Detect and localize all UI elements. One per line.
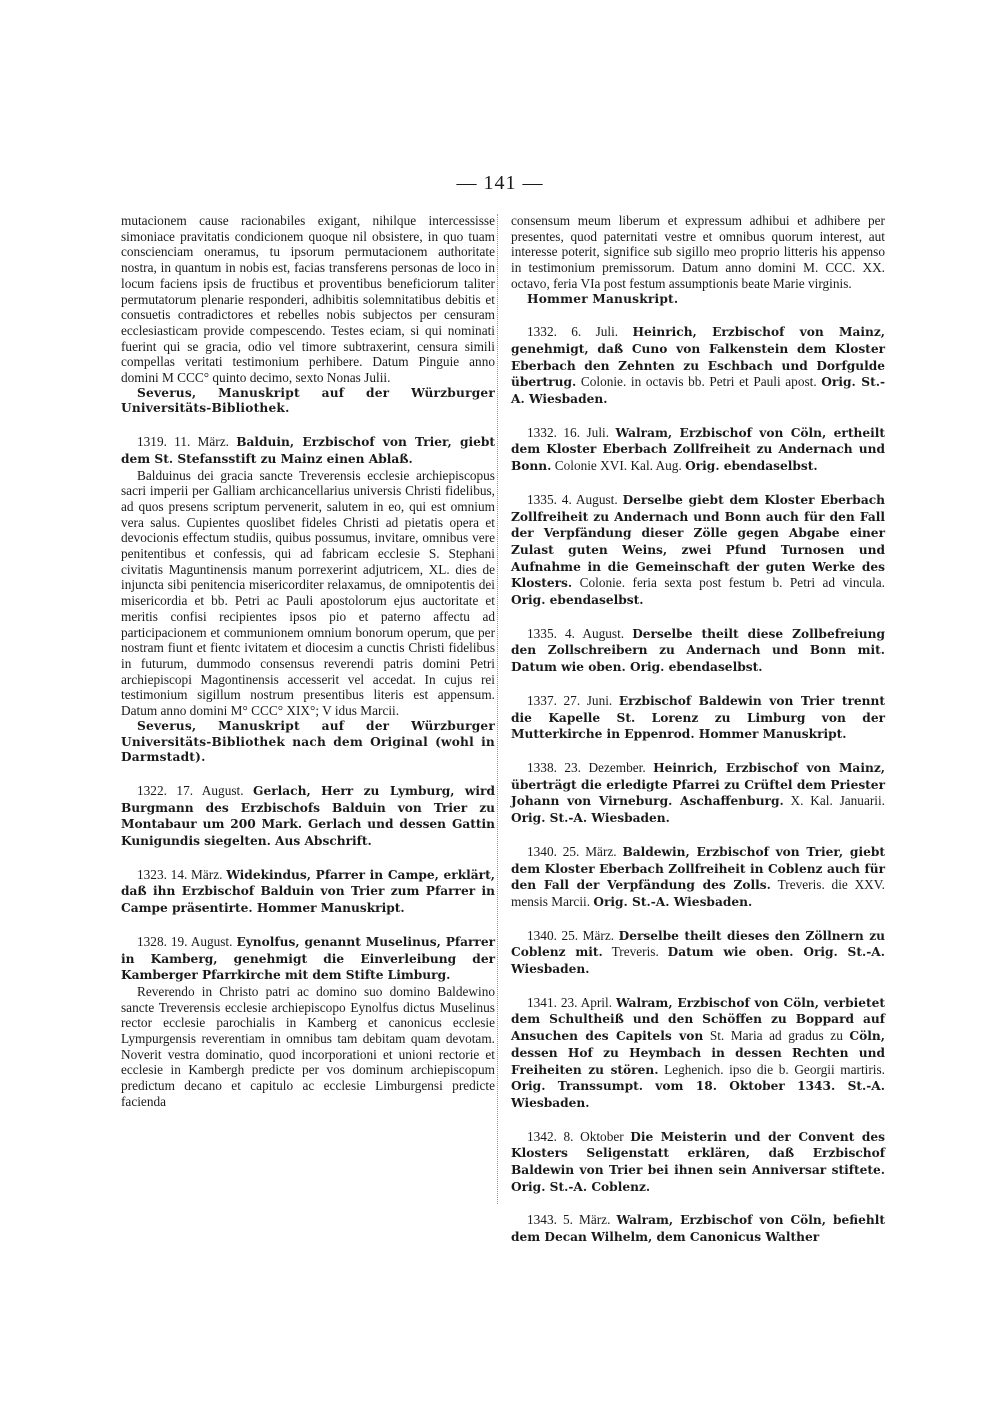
source-note: Hommer Manuskript. [527, 291, 679, 306]
entry-heading [511, 693, 885, 743]
entry-date: 1332. 6. Juli. [527, 324, 619, 340]
entry-1332-july-6 [511, 324, 885, 408]
entry-heading [511, 425, 885, 475]
entry-1342 [511, 1129, 885, 1196]
entry-summary: Gerlach, Herr zu Lymburg, wird Burgmann des Erzbischofs Balduin von Trier zu Montabaur um 200 Mark. Gerlach und dessen Gattin Kunigundis siegelten. Aus Abschrift. [121, 783, 495, 849]
charter-text: Reverendo in Christo patri ac domino suo domino Baldewino sancte Treverensis ecclesie archiepiscopo Eynolfus dictus Muselinus rector ecclesie parochialis in Kamberg et canonicus ecclesie Lympurgensis reverentiam in omnibus tam debitam quam devotam. Noverit vestra dominatio, quod incorporationi et unioni rectorie et ecclesie in Kambergh predicte per vos dominum archiepiscopum predictum decano et capitulo ac ecclesie Limburgensi predicte facienda [121, 983, 495, 1109]
entry-source: Orig. ebendaselbst. [511, 593, 644, 608]
entry-place-date: Colonie. feria sexta post festum b. Petri ad vincula. [579, 575, 885, 591]
charter-text-continued: mutacionem cause racionabiles exigant, nihilque intercessisse simoniace pravitatis condicionem quoque nil obsistere, in quo tuam conscienciam oneramus, tu ipsorum permutacionem authoritate nostra, in quantum in nobis est, facias transferens personas de loco in locum faciens ipsis de fructibus et proventibus beneficiorum taliter permutatorum plenarie responderi, adhibitis solemnitatibus debitis et consuetis contradictores et rebelles nobis subjectos per censuram ecclesiasticam provide compescendo. Testes eciam, si qui nominati fuerint qui se gracia, odio vel timore subtraxerint, censura simili compellas veritati testimonium perhibere. Datum Pinguie anno domini M CCC° quinto decimo, sexto Nonas Julii. [121, 213, 495, 386]
entry-summary: Walram, Erzbischof von Cöln, ertheilt dem Kloster Eberbach Zollfreiheit zu Andernach und Bonn. [511, 425, 885, 474]
entry-summary-continued: Cöln, dessen Hof zu Heymbach in dessen Rechten und Freiheiten zu stören. [511, 1029, 885, 1077]
entry-heading [121, 867, 495, 917]
entry-date: 1335. 4. August. [527, 625, 625, 641]
entry-place-date: Colonie. in octavis bb. Petri et Pauli apost. [580, 374, 817, 390]
entry-summary: Baldewin, Erzbischof von Trier, giebt dem Kloster Eberbach Zollfreiheit in Coblenz auch für den Fall der Verpfändung des Zolls. [511, 844, 885, 893]
entry-1340-b [511, 928, 885, 978]
entry-1343 [511, 1212, 885, 1245]
entry-summary: Walram, Erzbischof von Cöln, befiehlt dem Decan Wilhelm, dem Canonicus Walther [511, 1213, 886, 1245]
entry-source: Orig. ebendaselbst. [685, 459, 818, 474]
entry-date: 1319. 11. März. [137, 434, 229, 450]
entry-summary: Derselbe theilt dieses den Zöllnern zu Coblenz mit. [511, 928, 885, 960]
entry-source: Orig. Transsumpt. vom 18. Oktober 1343. St.-A. Wiesbaden. [511, 1079, 885, 1110]
entry-1341 [511, 995, 885, 1112]
entry-1328 [121, 934, 495, 1110]
entry-heading [511, 626, 885, 676]
entry-1322 [121, 783, 495, 850]
entry-1337 [511, 693, 885, 743]
entry-summary: Erzbischof Baldewin von Trier trennt die Kapelle St. Lorenz zu Limburg von der Mutterkirche in Eppenrod. Hommer Manuskript. [511, 693, 885, 742]
entry-place-date: Colonie XVI. Kal. Aug. [554, 458, 682, 474]
entry-1340-a [511, 844, 885, 911]
entry-summary: Eynolfus, genannt Muselinus, Pfarrer in Kamberg, genehmigt die Einverleibung der Kamberger Pfarrkirche mit dem Stifte Limburg. [121, 934, 496, 983]
entry-date: 1322. 17. August. [137, 782, 244, 798]
page-number: — 141 — [456, 172, 544, 194]
left-column [121, 213, 495, 1110]
column-divider [497, 214, 498, 1204]
entry-heading [511, 492, 885, 609]
entry-summary: Heinrich, Erzbischof von Mainz, genehmigt, daß Cuno von Falkenstein dem Kloster Eberbach den Zehnten zu Eschbach und Dorfgulde übertrug. [511, 325, 885, 390]
entry-summary: Balduin, Erzbischof von Trier, giebt dem St. Stefansstift zu Mainz einen Ablaß. [121, 435, 496, 466]
entry-heading [511, 1212, 885, 1245]
entry-date: 1323. 14. März. [137, 866, 223, 882]
entry-source: Orig. St.-A. Wiesbaden. [593, 894, 753, 909]
source-note: Severus, Manuskript auf der Würzburger Universitäts-Bibliothek. [121, 385, 495, 416]
entry-1323 [121, 867, 495, 917]
entry-date: 1341. 23. April. [527, 994, 613, 1010]
entry-1338 [511, 760, 885, 827]
entry-heading [511, 844, 885, 911]
entry-place-date: Treveris. die XXV. mensis Marcii. [511, 877, 885, 909]
entry-source: Orig. St.-A. Wiesbaden. [511, 375, 885, 407]
entry-date: 1337. 27. Juni. [527, 692, 613, 708]
entry-1335-b [511, 626, 885, 676]
entry-1332-july-16 [511, 425, 885, 475]
entry-date: 1328. 19. August. [137, 933, 233, 949]
entry-heading [121, 783, 495, 850]
entry-source: Orig. St.-A. Wiesbaden. [511, 811, 670, 826]
entry-date: 1340. 25. März. [527, 927, 615, 943]
entry-date: 1338. 23. Dezember. [527, 759, 646, 775]
entry-summary: Die Meisterin und der Convent des Klosters Seligenstatt erklären, daß Erzbischof Baldewin von Trier bei ihnen sein Anniversar stiftete. Orig. St.-A. Coblenz. [511, 1129, 885, 1194]
entry-source: Datum wie oben. Orig. St.-A. Wiesbaden. [511, 945, 885, 977]
right-column [511, 213, 885, 1246]
entry-date: 1343. 5. März. [527, 1212, 611, 1228]
entry-date: 1340. 25. März. [527, 843, 617, 859]
entry-place-date: X. Kal. Januarii. [790, 793, 885, 809]
entry-date: 1332. 16. Juli. [527, 424, 610, 440]
entry-date: 1342. 8. Oktober [527, 1128, 624, 1144]
charter-text: Balduinus dei gracia sancte Treverensis ecclesie archiepiscopus sacri imperii per Galliam archicancellarius universis Christi fidelibus, ad quos presens scriptum pervenerit, salutem in eo, qui est omnium vera salus. Cupientes quoslibet fideles Christi ad pietatis opera et devocionis effectum studiis, quibus possumus, invitare, omnibus vere penitentibus et confessis, qui ad fabricam ecclesie S. Stephani civitatis Maguntinensis manum porrexerint adjutricem, XL. dies de injuncta sibi penitencia misericorditer relaxamus, de omnipotentis dei misericordia et bb. Petri ac Pauli apostolorum ejus auctoritate et meritis confisi recipientes ipsos pio et paterno affectu ad participacionem et communionem omnium bonorum operum, que per nostram fiunt et fientc ivitatem et diocesim a cunctis Christi fidelibus in futurum, dummodo consensus reverendi patris domini Petri archiepiscopi Magontinensis accesserit vel accedat. In cujus rei testimonium sigillum nostrum presentibus literis est appensum. Datum anno domini M° CCC° XIX°; V idus Marcii. [121, 467, 495, 719]
entry-place-date: Leghenich. ipso die b. Georgii martiris. [664, 1061, 885, 1077]
entry-summary: Heinrich, Erzbischof von Mainz, überträgt die erledigte Pfarrei zu Crüftel dem Priester Johann von Virneburg. Aschaffenburg. [511, 760, 885, 809]
entry-heading [511, 760, 885, 827]
entry-summary: Walram, Erzbischof von Cöln, verbietet dem Schultheiß und den Schöffen zu Boppard auf Ansuchen des Capitels von [511, 995, 885, 1044]
entry-heading [121, 934, 495, 984]
entry-1335-a [511, 492, 885, 609]
entry-heading [511, 995, 885, 1112]
entry-summary: Derselbe theilt diese Zollbefreiung den Zollschreibern zu Andernach und Bonn mit. Datum wie oben. Orig. ebendaselbst. [511, 626, 885, 675]
charter-text-continued: consensum meum liberum et expressum adhibui et adhibere per presentes, quod paternitati vestre et omnibus quorum interest, aut interesse poterit, significe sub sigillo meo proprio litteris his appenso in testimonium premissorum. Datum anno domini M. CCC. XX. octavo, feria VIa post festum assumptionis beate Marie virginis. [511, 213, 885, 291]
source-note: Severus, Manuskript auf der Würzburger Universitäts-Bibliothek nach dem Original (wohl in Darmstadt). [121, 718, 495, 765]
entry-heading [511, 928, 885, 978]
entry-1319 [121, 434, 495, 766]
entry-date: 1335. 4. August. [527, 491, 618, 507]
entry-place: St. Maria ad gradus zu [709, 1028, 843, 1044]
entry-place-date: Treveris. [611, 944, 659, 960]
entry-heading [121, 434, 495, 467]
entry-heading [511, 324, 885, 408]
entry-summary: Widekindus, Pfarrer in Campe, erklärt, daß ihn Erzbischof Balduin von Trier zum Pfarrer in Campe präsentirte. Hommer Manuskript. [121, 867, 495, 916]
entry-summary: Derselbe giebt dem Kloster Eberbach Zollfreiheit zu Andernach und Bonn auch für den Fall der Verpfändung dieser Zölle gegen Abgabe einer Zulast guten Weins, zwei Pfund Turnosen und Aufnahme in die Gemeinschaft der guten Werke des Klosters. [511, 492, 886, 591]
entry-heading [511, 1129, 885, 1196]
